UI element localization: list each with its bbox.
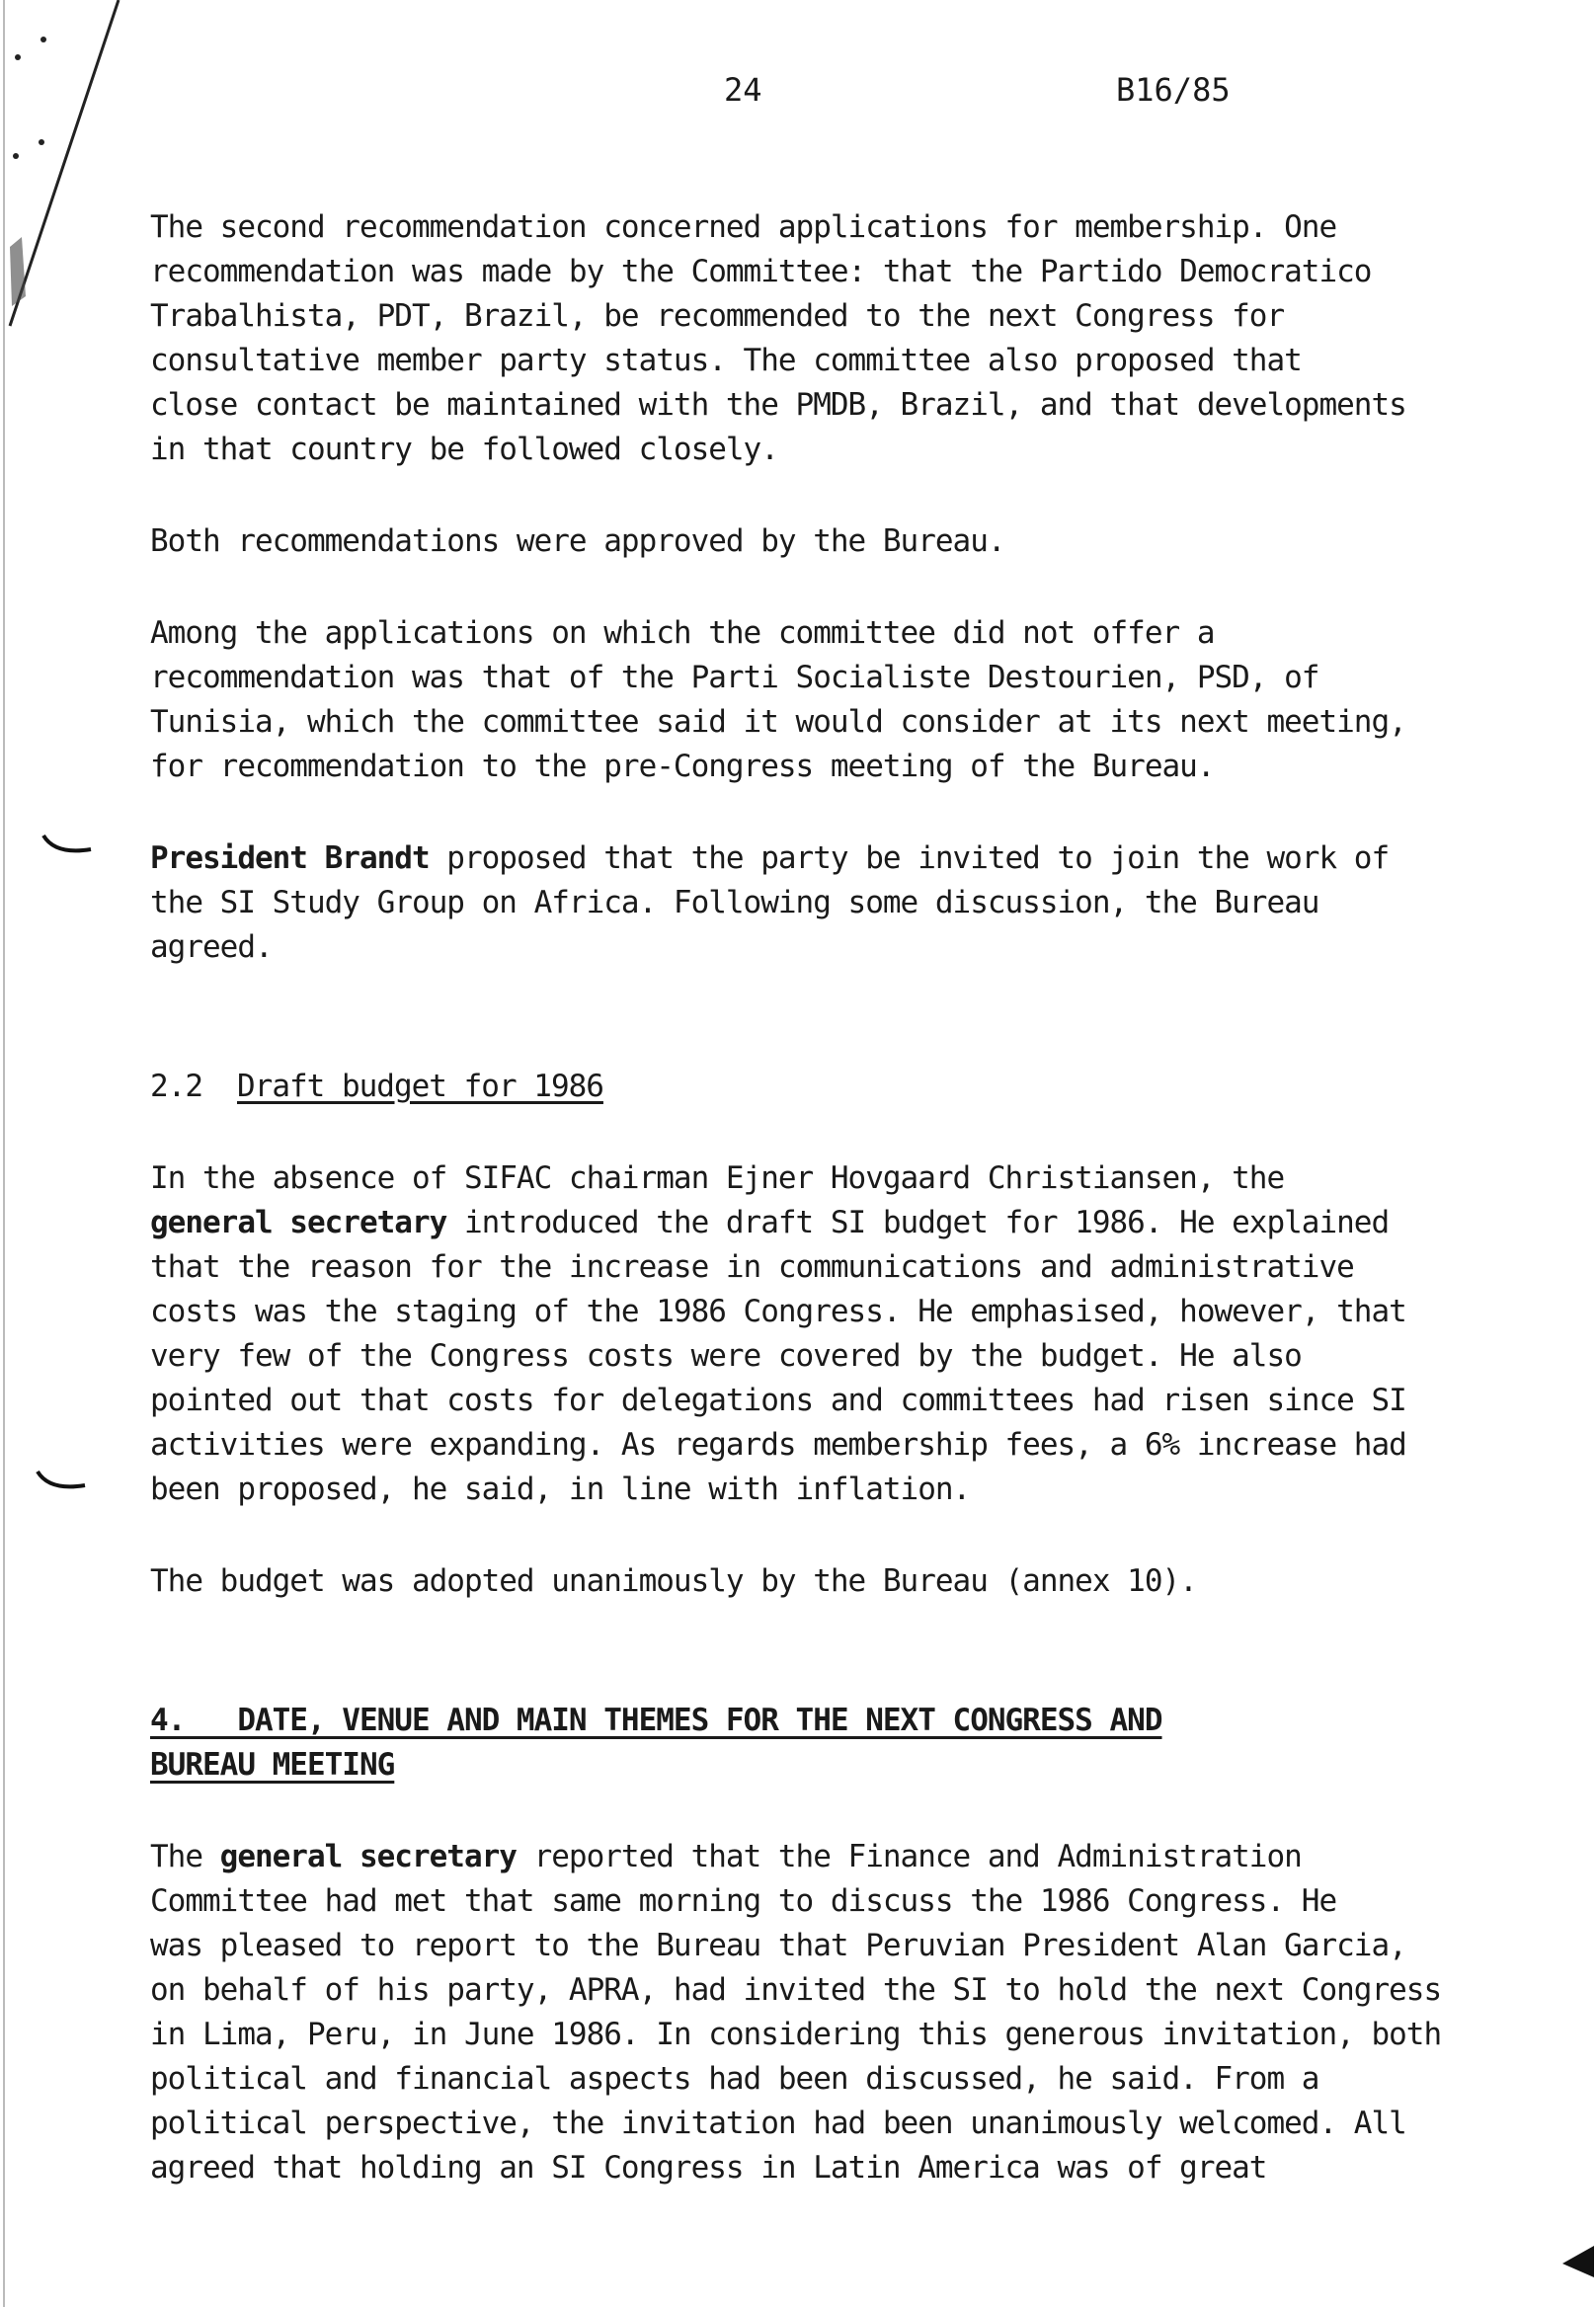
section-heading-congress xyxy=(150,1699,1375,1788)
text-line: been proposed, he said, in line with inflation. xyxy=(150,1472,971,1507)
text-line xyxy=(150,1835,1375,1879)
text-line: in Lima, Peru, in June 1986. In considering this generous invitation, both xyxy=(150,2017,1442,2052)
text-line: recommendation was that of the Parti Socialiste Destourien, PSD, of xyxy=(150,660,1319,695)
speaker-name: President Brandt xyxy=(150,840,430,876)
margin-check-mark xyxy=(40,832,99,861)
paragraph-approval xyxy=(150,519,1375,564)
text-line: that the reason for the increase in communications and administrative xyxy=(150,1249,1354,1285)
text-line: political and financial aspects had been discussed, he said. From a xyxy=(150,2061,1319,2097)
subsection-heading-draft-budget xyxy=(150,1065,1375,1109)
scan-corner-mark xyxy=(1560,2242,1596,2281)
text-line: costs was the staging of the 1986 Congress. He emphasised, however, that xyxy=(150,1294,1406,1329)
margin-check-mark xyxy=(34,1468,93,1497)
text-line: agreed. xyxy=(150,929,273,965)
heading-line: 4. DATE, VENUE AND MAIN THEMES FOR THE NEXT CONGRESS AND xyxy=(150,1703,1162,1738)
text-line: for recommendation to the pre-Congress meeting of the Bureau. xyxy=(150,749,1215,784)
text-line: recommendation was made by the Committee: that the Partido Democratico xyxy=(150,254,1372,289)
text-line: Committee had met that same morning to discuss the 1986 Congress. He xyxy=(150,1883,1337,1919)
text-line: very few of the Congress costs were covered by the budget. He also xyxy=(150,1338,1302,1374)
text-fragment: proposed that the party be invited to join the work of xyxy=(429,840,1390,876)
paragraph-membership-recommendation xyxy=(150,205,1406,472)
paragraph-budget-adopted xyxy=(150,1559,1375,1604)
paragraph-congress-report xyxy=(150,1835,1442,2190)
text-line: consultative member party status. The committee also proposed that xyxy=(150,343,1302,378)
text-line: Tunisia, which the committee said it would consider at its next meeting, xyxy=(150,704,1406,740)
text-line xyxy=(150,836,1390,881)
paragraph-budget-introduction xyxy=(150,1156,1406,1512)
text-line: was pleased to report to the Bureau that Peruvian President Alan Garcia, xyxy=(150,1928,1406,1963)
text-line: political perspective, the invitation had been unanimously welcomed. All xyxy=(150,2106,1406,2141)
text-line: close contact be maintained with the PMDB, Brazil, and that developments xyxy=(150,387,1406,423)
text-line: in that country be followed closely. xyxy=(150,432,778,467)
text-fragment: introduced the draft SI budget for 1986. He explained xyxy=(446,1205,1390,1240)
paragraph-president-brandt xyxy=(150,836,1390,970)
heading-line: BUREAU MEETING xyxy=(150,1747,395,1783)
page-number: 24 xyxy=(724,71,762,109)
body-text xyxy=(150,205,1442,2238)
document-reference: B16/85 xyxy=(1116,71,1231,109)
speaker-name: general secretary xyxy=(150,1205,447,1240)
text-line: The second recommendation concerned applications for membership. One xyxy=(150,209,1337,245)
text-line: The budget was adopted unanimously by the Bureau (annex 10). xyxy=(150,1563,1197,1599)
text-line: the SI Study Group on Africa. Following some discussion, the Bureau xyxy=(150,885,1319,920)
text-line: activities were expanding. As regards membership fees, a 6% increase had xyxy=(150,1427,1406,1463)
text-line: Among the applications on which the committee did not offer a xyxy=(150,615,1215,651)
speaker-name: general secretary xyxy=(219,1839,517,1874)
paragraph-applications xyxy=(150,611,1406,789)
text-line: on behalf of his party, APRA, had invited the SI to hold the next Congress xyxy=(150,1972,1442,2008)
text-line: Trabalhista, PDT, Brazil, be recommended to the next Congress for xyxy=(150,298,1285,334)
text-line: pointed out that costs for delegations and committees had risen since SI xyxy=(150,1383,1406,1418)
scan-margin-mark xyxy=(0,0,158,2307)
subsection-number: 2.2 xyxy=(150,1069,202,1104)
text-line: agreed that holding an SI Congress in Latin America was of great xyxy=(150,2150,1267,2186)
text-fragment: The xyxy=(150,1839,220,1874)
text-line: Both recommendations were approved by the Bureau. xyxy=(150,523,1005,559)
text-line xyxy=(150,1201,1390,1245)
subsection-title: Draft budget for 1986 xyxy=(237,1069,603,1104)
text-line: In the absence of SIFAC chairman Ejner Hovgaard Christiansen, the xyxy=(150,1160,1285,1196)
text-fragment: reported that the Finance and Administration xyxy=(516,1839,1302,1874)
